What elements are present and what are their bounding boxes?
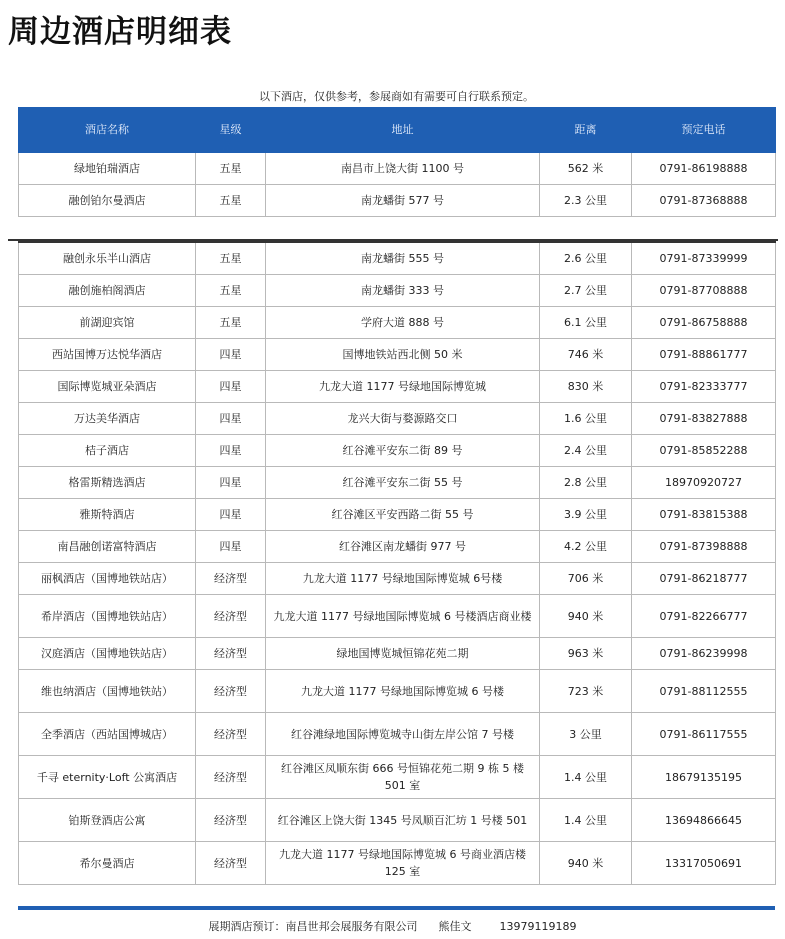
table-row xyxy=(19,307,776,339)
hotel-name-cell: 桔子酒店 xyxy=(19,435,196,467)
star-level-cell: 四星 xyxy=(196,371,266,403)
phone-cell: 0791-83815388 xyxy=(632,499,776,531)
table-bottom-bar xyxy=(18,906,775,910)
hotel-table-part-2 xyxy=(18,241,776,885)
table-row xyxy=(19,153,776,185)
address-cell: 九龙大道 1177 号绿地国际博览城 xyxy=(266,371,540,403)
address-cell: 红谷滩平安东二街 89 号 xyxy=(266,435,540,467)
address-cell: 学府大道 888 号 xyxy=(266,307,540,339)
distance-cell: 6.1 公里 xyxy=(540,307,632,339)
table-row xyxy=(19,563,776,595)
star-level-cell: 经济型 xyxy=(196,638,266,670)
address-cell: 南龙蟠街 333 号 xyxy=(266,275,540,307)
header-hotel-name: 酒店名称 xyxy=(19,108,196,153)
distance-cell: 940 米 xyxy=(540,595,632,638)
distance-cell: 940 米 xyxy=(540,842,632,885)
table-body xyxy=(19,153,776,217)
hotel-name-cell: 丽枫酒店（国博地铁站店） xyxy=(19,563,196,595)
phone-cell: 0791-87368888 xyxy=(632,185,776,217)
header-address: 地址 xyxy=(266,108,540,153)
phone-cell: 0791-82333777 xyxy=(632,371,776,403)
star-level-cell: 经济型 xyxy=(196,563,266,595)
table-row xyxy=(19,756,776,799)
phone-cell: 0791-87339999 xyxy=(632,242,776,275)
table-row xyxy=(19,185,776,217)
hotel-name-cell: 铂斯登酒店公寓 xyxy=(19,799,196,842)
phone-cell: 0791-83827888 xyxy=(632,403,776,435)
address-cell: 九龙大道 1177 号绿地国际博览城 6 号商业酒店楼 125 室 xyxy=(266,842,540,885)
star-level-cell: 经济型 xyxy=(196,670,266,713)
hotel-name-cell: 万达美华酒店 xyxy=(19,403,196,435)
footer-booking-contact: 展期酒店预订：南昌世邦会展服务有限公司 熊佳文 13979119189 xyxy=(208,920,577,933)
phone-cell: 0791-88861777 xyxy=(632,339,776,371)
distance-cell: 1.6 公里 xyxy=(540,403,632,435)
table-row xyxy=(19,435,776,467)
address-cell: 红谷滩区南龙蟠街 977 号 xyxy=(266,531,540,563)
address-cell: 红谷滩区凤顺东街 666 号恒锦花苑二期 9 栋 5 楼 501 室 xyxy=(266,756,540,799)
star-level-cell: 四星 xyxy=(196,435,266,467)
star-level-cell: 四星 xyxy=(196,467,266,499)
table-row xyxy=(19,499,776,531)
distance-cell: 2.3 公里 xyxy=(540,185,632,217)
table-row xyxy=(19,713,776,756)
address-cell: 南龙蟠街 555 号 xyxy=(266,242,540,275)
page-title: 周边酒店明细表 xyxy=(8,14,232,50)
table-row xyxy=(19,595,776,638)
star-level-cell: 四星 xyxy=(196,531,266,563)
hotel-name-cell: 融创永乐半山酒店 xyxy=(19,242,196,275)
address-cell: 红谷滩绿地国际博览城寺山街左岸公馆 7 号楼 xyxy=(266,713,540,756)
hotel-name-cell: 国际博览城亚朵酒店 xyxy=(19,371,196,403)
distance-cell: 4.2 公里 xyxy=(540,531,632,563)
phone-cell: 13317050691 xyxy=(632,842,776,885)
address-cell: 南龙蟠街 577 号 xyxy=(266,185,540,217)
distance-cell: 2.7 公里 xyxy=(540,275,632,307)
phone-cell: 18679135195 xyxy=(632,756,776,799)
table-row xyxy=(19,275,776,307)
hotel-name-cell: 融创施柏阁酒店 xyxy=(19,275,196,307)
address-cell: 九龙大道 1177 号绿地国际博览城 6号楼 xyxy=(266,563,540,595)
address-cell: 九龙大道 1177 号绿地国际博览城 6 号楼酒店商业楼 xyxy=(266,595,540,638)
hotel-name-cell: 千寻 eternity·Loft 公寓酒店 xyxy=(19,756,196,799)
star-level-cell: 经济型 xyxy=(196,842,266,885)
hotel-name-cell: 希尔曼酒店 xyxy=(19,842,196,885)
table-row xyxy=(19,799,776,842)
hotel-name-cell: 维也纳酒店（国博地铁站） xyxy=(19,670,196,713)
address-cell: 国博地铁站西北侧 50 米 xyxy=(266,339,540,371)
table-row xyxy=(19,371,776,403)
hotel-table-part-1 xyxy=(18,107,776,217)
hotel-name-cell: 绿地铂瑞酒店 xyxy=(19,153,196,185)
star-level-cell: 五星 xyxy=(196,153,266,185)
phone-cell: 0791-86198888 xyxy=(632,153,776,185)
phone-cell: 0791-85852288 xyxy=(632,435,776,467)
table-row xyxy=(19,339,776,371)
star-level-cell: 五星 xyxy=(196,275,266,307)
hotel-name-cell: 前湖迎宾馆 xyxy=(19,307,196,339)
star-level-cell: 经济型 xyxy=(196,756,266,799)
distance-cell: 1.4 公里 xyxy=(540,799,632,842)
distance-cell: 562 米 xyxy=(540,153,632,185)
distance-cell: 2.4 公里 xyxy=(540,435,632,467)
address-cell: 南昌市上饶大街 1100 号 xyxy=(266,153,540,185)
table-body xyxy=(19,595,776,638)
phone-cell: 0791-82266777 xyxy=(632,595,776,638)
phone-cell: 0791-86117555 xyxy=(632,713,776,756)
hotel-name-cell: 融创铂尔曼酒店 xyxy=(19,185,196,217)
table-row xyxy=(19,403,776,435)
table-row xyxy=(19,638,776,670)
distance-cell: 963 米 xyxy=(540,638,632,670)
phone-cell: 0791-87708888 xyxy=(632,275,776,307)
phone-cell: 13694866645 xyxy=(632,799,776,842)
phone-cell: 0791-86758888 xyxy=(632,307,776,339)
distance-cell: 1.4 公里 xyxy=(540,756,632,799)
phone-cell: 0791-88112555 xyxy=(632,670,776,713)
header-distance: 距离 xyxy=(540,108,632,153)
table-row xyxy=(19,842,776,885)
distance-cell: 746 米 xyxy=(540,339,632,371)
hotel-name-cell: 全季酒店（西站国博城店） xyxy=(19,713,196,756)
distance-cell: 706 米 xyxy=(540,563,632,595)
distance-cell: 2.8 公里 xyxy=(540,467,632,499)
distance-cell: 2.6 公里 xyxy=(540,242,632,275)
star-level-cell: 四星 xyxy=(196,499,266,531)
star-level-cell: 经济型 xyxy=(196,799,266,842)
header-star-level: 星级 xyxy=(196,108,266,153)
phone-cell: 0791-87398888 xyxy=(632,531,776,563)
address-cell: 红谷滩平安东二街 55 号 xyxy=(266,467,540,499)
table-header-row xyxy=(19,108,776,153)
star-level-cell: 五星 xyxy=(196,185,266,217)
address-cell: 红谷滩区平安西路二街 55 号 xyxy=(266,499,540,531)
star-level-cell: 经济型 xyxy=(196,595,266,638)
hotel-name-cell: 雅斯特酒店 xyxy=(19,499,196,531)
hotel-name-cell: 格雷斯精选酒店 xyxy=(19,467,196,499)
table-row xyxy=(19,531,776,563)
distance-cell: 723 米 xyxy=(540,670,632,713)
hotel-name-cell: 希岸酒店（国博地铁站店） xyxy=(19,595,196,638)
star-level-cell: 五星 xyxy=(196,307,266,339)
star-level-cell: 经济型 xyxy=(196,713,266,756)
table-note: 以下酒店，仅供参考，参展商如有需要可自行联系预定。 xyxy=(259,90,534,103)
table-body xyxy=(19,242,776,595)
star-level-cell: 四星 xyxy=(196,339,266,371)
address-cell: 九龙大道 1177 号绿地国际博览城 6 号楼 xyxy=(266,670,540,713)
table-row xyxy=(19,670,776,713)
table-body xyxy=(19,638,776,670)
address-cell: 红谷滩区上饶大街 1345 号凤顺百汇坊 1 号楼 501 xyxy=(266,799,540,842)
table-row xyxy=(19,242,776,275)
phone-cell: 18970920727 xyxy=(632,467,776,499)
distance-cell: 3.9 公里 xyxy=(540,499,632,531)
address-cell: 绿地国博览城恒锦花苑二期 xyxy=(266,638,540,670)
distance-cell: 3 公里 xyxy=(540,713,632,756)
distance-cell: 830 米 xyxy=(540,371,632,403)
header-phone: 预定电话 xyxy=(632,108,776,153)
hotel-name-cell: 汉庭酒店（国博地铁站店） xyxy=(19,638,196,670)
hotel-name-cell: 南昌融创诺富特酒店 xyxy=(19,531,196,563)
table-row xyxy=(19,467,776,499)
star-level-cell: 五星 xyxy=(196,242,266,275)
hotel-name-cell: 西站国博万达悦华酒店 xyxy=(19,339,196,371)
star-level-cell: 四星 xyxy=(196,403,266,435)
address-cell: 龙兴大街与婺源路交口 xyxy=(266,403,540,435)
phone-cell: 0791-86239998 xyxy=(632,638,776,670)
phone-cell: 0791-86218777 xyxy=(632,563,776,595)
table-body xyxy=(19,670,776,885)
